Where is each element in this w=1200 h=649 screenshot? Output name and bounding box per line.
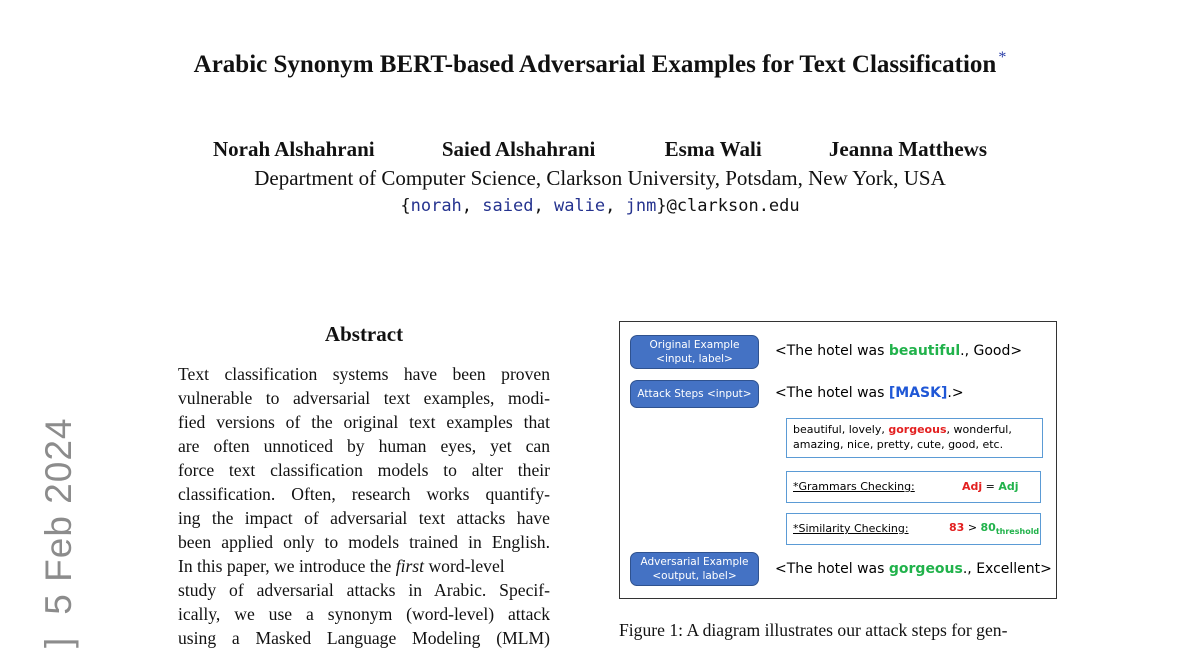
- original-example-label: Original Example <input, label>: [630, 335, 759, 369]
- original-example-text: <The hotel was beautiful., Good>: [775, 343, 1023, 359]
- email-link[interactable]: jnm: [625, 196, 657, 216]
- affiliation: Department of Computer Science, Clarkson University, Potsdam, New York, USA: [254, 166, 946, 190]
- abstract-line: Text classification systems have been proven: [178, 364, 550, 384]
- adversarial-example-label: Adversarial Example <output, label>: [630, 552, 759, 586]
- arxiv-stamp: ]5 Feb 2024: [38, 417, 79, 648]
- abstract-line: vulnerable to adversarial text examples, modi-: [178, 388, 550, 408]
- email-link[interactable]: walie: [553, 196, 606, 216]
- abstract-line: In this paper, we introduce the first word-level: [178, 556, 505, 576]
- abstract-line: are often unnoticed by human eyes, yet can: [178, 436, 550, 456]
- abstract-heading: Abstract: [324, 322, 404, 346]
- similarity-check-box: *Similarity Checking: $83 > 80_{threshold}$: [786, 513, 1041, 545]
- grammar-check-box: *Grammars Checking: Adj = Adj: [786, 471, 1041, 503]
- figure-1-diagram: [619, 321, 1057, 599]
- author-list: [0, 137, 1200, 162]
- abstract-line: been applied only to models trained in English.: [178, 532, 550, 552]
- abstract-line: force text classification models to alter their: [178, 460, 550, 480]
- figure-caption: Figure 1: A diagram illustrates our attack steps for gen-: [619, 620, 1008, 640]
- abstract-line: classification. Often, research works quantify-: [178, 484, 550, 504]
- abstract-line: fied versions of the original text examples that: [178, 412, 550, 432]
- author-name: Jeanna Matthews: [828, 137, 987, 161]
- footnote-link[interactable]: *: [998, 49, 1007, 66]
- adversarial-example-text: <The hotel was gorgeous., Excellent>: [775, 561, 1052, 577]
- masked-example-text: <The hotel was [MASK].>: [775, 385, 964, 401]
- paper-title: Arabic Synonym BERT-based Adversarial Examples for Text Classification *: [193, 49, 1007, 78]
- author-name: Esma Wali: [664, 137, 762, 161]
- abstract-line: study of adversarial attacks in Arabic. Specif-: [178, 580, 550, 600]
- abstract-line: ically, we use a synonym (word-level) attack: [178, 604, 550, 624]
- email-link[interactable]: saied: [482, 196, 534, 216]
- author-name: Saied Alshahrani: [441, 137, 596, 161]
- email-link[interactable]: norah: [410, 196, 462, 216]
- candidate-words-box: beautiful, lovely, gorgeous, wonderful, amazing, nice, pretty, cute, good, etc.: [786, 418, 1043, 458]
- abstract-line: ing the impact of adversarial text attacks have: [178, 508, 550, 528]
- author-emails: {norah, saied, walie, jnm}@clarkson.edu: [400, 196, 800, 216]
- attack-steps-label: Attack Steps <input>: [630, 380, 759, 408]
- author-name: Norah Alshahrani: [213, 137, 375, 161]
- abstract-line: using a Masked Language Modeling (MLM): [178, 628, 550, 648]
